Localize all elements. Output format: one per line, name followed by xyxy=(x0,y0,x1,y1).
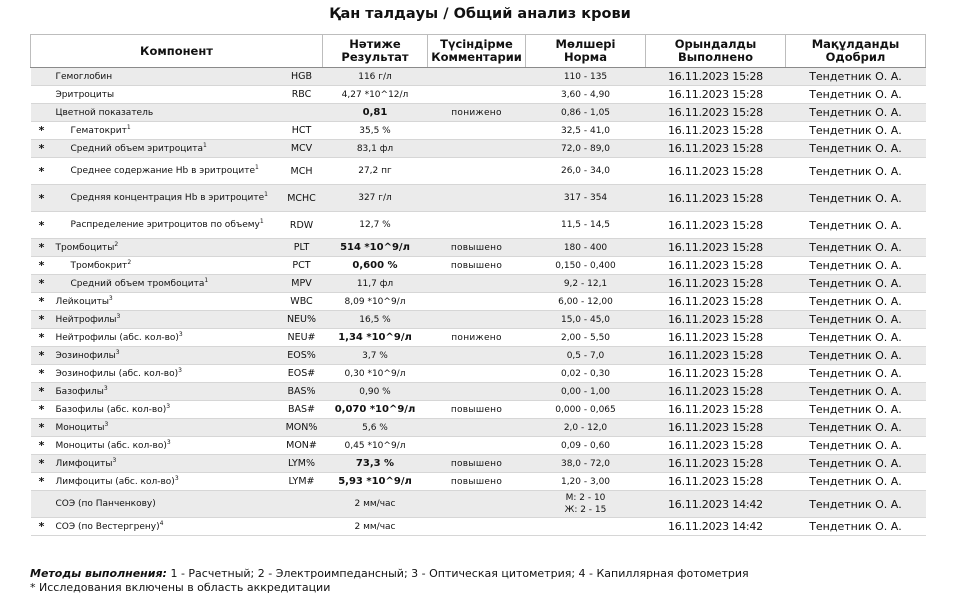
result-value: 1,34 *10^9/л xyxy=(323,329,428,347)
component-name xyxy=(53,347,281,365)
approved-by: Тендетник О. А. xyxy=(786,383,926,401)
component-code: RBC xyxy=(281,86,323,104)
norm-range xyxy=(526,212,646,239)
component-name xyxy=(53,455,281,473)
table-row xyxy=(31,473,926,491)
component-label: Моноциты xyxy=(55,422,105,433)
results-table xyxy=(30,34,926,536)
component-label: Нейтрофилы xyxy=(55,314,117,325)
norm-range xyxy=(526,311,646,329)
norm-line: 0,86 - 1,05 xyxy=(560,107,611,118)
methods-text: 1 - Расчетный; 2 - Электроимпедансный; 3 - Оптическая цитометрия; 4 - Капиллярная фотометрия xyxy=(166,567,749,580)
component-name xyxy=(53,140,281,158)
component-code: MCHC xyxy=(281,185,323,212)
done-datetime: 16.11.2023 15:28 xyxy=(646,401,786,419)
norm-line: 110 - 135 xyxy=(563,71,608,82)
approved-by: Тендетник О. А. xyxy=(786,455,926,473)
component-name xyxy=(53,473,281,491)
table-row xyxy=(31,311,926,329)
approved-by: Тендетник О. А. xyxy=(786,518,926,536)
norm-line: 1,20 - 3,00 xyxy=(560,476,611,487)
result-value: 3,7 % xyxy=(323,347,428,365)
table-row xyxy=(31,122,926,140)
norm-range xyxy=(526,86,646,104)
done-datetime: 16.11.2023 15:28 xyxy=(646,122,786,140)
table-row xyxy=(31,401,926,419)
result-comment xyxy=(428,212,526,239)
result-comment: понижено xyxy=(428,329,526,347)
norm-line: 0,5 - 7,0 xyxy=(566,350,605,361)
approved-by: Тендетник О. А. xyxy=(786,275,926,293)
result-value: 327 г/л xyxy=(323,185,428,212)
method-footnote: 4 xyxy=(159,519,164,527)
result-value: 0,45 *10^9/л xyxy=(323,437,428,455)
result-value: 0,600 % xyxy=(323,257,428,275)
table-row xyxy=(31,347,926,365)
component-name xyxy=(53,158,281,185)
component-label: Распределение эритроцитов по объему xyxy=(70,220,260,230)
approved-by: Тендетник О. А. xyxy=(786,401,926,419)
header-comment: Түсіндірме Комментарии xyxy=(428,35,526,68)
component-code: EOS# xyxy=(281,365,323,383)
accreditation-star: * xyxy=(31,455,53,473)
table-row xyxy=(31,419,926,437)
approved-by: Тендетник О. А. xyxy=(786,212,926,239)
done-datetime: 16.11.2023 15:28 xyxy=(646,158,786,185)
done-datetime: 16.11.2023 15:28 xyxy=(646,347,786,365)
component-name xyxy=(53,401,281,419)
component-code: NEU% xyxy=(281,311,323,329)
done-datetime: 16.11.2023 15:28 xyxy=(646,329,786,347)
result-comment xyxy=(428,158,526,185)
method-footnote: 3 xyxy=(103,384,108,392)
norm-line: 3,60 - 4,90 xyxy=(560,89,611,100)
method-footnote: 3 xyxy=(115,348,120,356)
norm-line: М: 2 - 10 xyxy=(565,493,606,503)
table-row xyxy=(31,455,926,473)
norm-line: 0,150 - 0,400 xyxy=(555,260,616,271)
norm-line: 26,0 - 34,0 xyxy=(560,166,611,176)
accreditation-star xyxy=(31,68,53,86)
result-value: 0,070 *10^9/л xyxy=(323,401,428,419)
norm-line: 0,02 - 0,30 xyxy=(560,368,611,379)
done-datetime: 16.11.2023 15:28 xyxy=(646,311,786,329)
component-name xyxy=(53,275,281,293)
result-comment: повышено xyxy=(428,257,526,275)
approved-by: Тендетник О. А. xyxy=(786,329,926,347)
result-value: 5,93 *10^9/л xyxy=(323,473,428,491)
norm-range xyxy=(526,419,646,437)
done-datetime: 16.11.2023 15:28 xyxy=(646,239,786,257)
component-code: MCH xyxy=(281,158,323,185)
norm-range xyxy=(526,104,646,122)
component-name xyxy=(53,212,281,239)
component-name xyxy=(53,383,281,401)
component-label: Тромбокрит xyxy=(70,260,128,271)
result-comment: повышено xyxy=(428,401,526,419)
component-name xyxy=(53,437,281,455)
norm-range xyxy=(526,473,646,491)
done-datetime: 16.11.2023 15:28 xyxy=(646,257,786,275)
table-row xyxy=(31,329,926,347)
table-row xyxy=(31,293,926,311)
component-code: EOS% xyxy=(281,347,323,365)
result-comment xyxy=(428,518,526,536)
approved-by: Тендетник О. А. xyxy=(786,473,926,491)
approved-by: Тендетник О. А. xyxy=(786,491,926,518)
approved-by: Тендетник О. А. xyxy=(786,437,926,455)
norm-line: 2,00 - 5,50 xyxy=(560,332,611,343)
norm-line: 0,00 - 1,00 xyxy=(560,386,611,397)
accreditation-star xyxy=(31,86,53,104)
component-name xyxy=(53,68,281,86)
methods-label: Методы выполнения: xyxy=(30,567,167,580)
result-comment xyxy=(428,185,526,212)
table-header xyxy=(31,35,926,68)
component-code: LYM# xyxy=(281,473,323,491)
component-label: Лимфоциты (абс. кол-во) xyxy=(55,476,175,487)
method-footnote: 3 xyxy=(116,312,121,320)
component-label: Тромбоциты xyxy=(55,242,115,253)
result-value: 16,5 % xyxy=(323,311,428,329)
norm-line: 2,0 - 12,0 xyxy=(563,422,608,433)
done-datetime: 16.11.2023 15:28 xyxy=(646,293,786,311)
result-value: 5,6 % xyxy=(323,419,428,437)
component-name xyxy=(53,293,281,311)
norm-range xyxy=(526,329,646,347)
header-norm: Мөлшері Норма xyxy=(526,35,646,68)
done-datetime: 16.11.2023 15:28 xyxy=(646,104,786,122)
component-name xyxy=(53,239,281,257)
method-footnote: 3 xyxy=(166,402,171,410)
done-datetime: 16.11.2023 15:28 xyxy=(646,185,786,212)
header-result: Нәтиже Результат xyxy=(323,35,428,68)
method-footnote: 1 xyxy=(204,276,209,284)
header-component: Компонент xyxy=(31,35,323,68)
done-datetime: 16.11.2023 15:28 xyxy=(646,86,786,104)
result-comment xyxy=(428,293,526,311)
done-datetime: 16.11.2023 15:28 xyxy=(646,455,786,473)
method-footnote: 1 xyxy=(126,123,131,131)
table-row xyxy=(31,86,926,104)
approved-by: Тендетник О. А. xyxy=(786,86,926,104)
method-footnote: 2 xyxy=(127,258,132,266)
component-code: MON# xyxy=(281,437,323,455)
accreditation-star: * xyxy=(31,365,53,383)
component-name xyxy=(53,329,281,347)
result-comment xyxy=(428,347,526,365)
accreditation-star: * xyxy=(31,158,53,185)
result-comment xyxy=(428,365,526,383)
result-comment: повышено xyxy=(428,455,526,473)
component-code: HCT xyxy=(281,122,323,140)
method-footnote: 2 xyxy=(114,240,119,248)
table-row xyxy=(31,437,926,455)
table-row xyxy=(31,383,926,401)
result-value: 35,5 % xyxy=(323,122,428,140)
component-label: Гемоглобин xyxy=(55,71,113,82)
accreditation-star xyxy=(31,491,53,518)
table-row xyxy=(31,491,926,518)
accreditation-star: * xyxy=(31,257,53,275)
accreditation-star: * xyxy=(31,401,53,419)
approved-by: Тендетник О. А. xyxy=(786,104,926,122)
component-label: Эритроциты xyxy=(55,89,115,100)
norm-range xyxy=(526,401,646,419)
header-done: Орындалды Выполнено xyxy=(646,35,786,68)
table-row xyxy=(31,68,926,86)
table-row xyxy=(31,239,926,257)
component-label: Лейкоциты xyxy=(55,296,109,307)
method-footnote: 3 xyxy=(108,294,113,302)
method-footnote: 1 xyxy=(254,164,259,171)
component-name xyxy=(53,86,281,104)
approved-by: Тендетник О. А. xyxy=(786,68,926,86)
report-footer xyxy=(30,567,925,595)
result-value: 0,30 *10^9/л xyxy=(323,365,428,383)
approved-by: Тендетник О. А. xyxy=(786,140,926,158)
done-datetime: 16.11.2023 15:28 xyxy=(646,383,786,401)
approved-by: Тендетник О. А. xyxy=(786,239,926,257)
norm-line: 72,0 - 89,0 xyxy=(560,143,611,154)
table-row xyxy=(31,104,926,122)
component-code xyxy=(281,104,323,122)
methods-note xyxy=(30,567,925,581)
method-footnote: 3 xyxy=(104,420,109,428)
norm-range xyxy=(526,365,646,383)
result-value: 4,27 *10^12/л xyxy=(323,86,428,104)
norm-line: 32,5 - 41,0 xyxy=(560,125,611,136)
table-row xyxy=(31,140,926,158)
accreditation-star: * xyxy=(31,347,53,365)
component-code: BAS% xyxy=(281,383,323,401)
component-label: Лимфоциты xyxy=(55,458,113,469)
component-label: Средняя концентрация Hb в эритроците xyxy=(70,193,265,203)
norm-range xyxy=(526,257,646,275)
component-code: RDW xyxy=(281,212,323,239)
report-title: Қан талдауы / Общий анализ крови xyxy=(329,6,631,22)
result-comment xyxy=(428,86,526,104)
component-name xyxy=(53,122,281,140)
norm-line: 15,0 - 45,0 xyxy=(560,314,611,325)
approved-by: Тендетник О. А. xyxy=(786,257,926,275)
method-footnote: 1 xyxy=(203,141,207,149)
result-value: 2 мм/час xyxy=(323,491,428,518)
method-footnote: 3 xyxy=(112,456,117,464)
approved-by: Тендетник О. А. xyxy=(786,419,926,437)
method-footnote: 3 xyxy=(174,474,179,482)
table-row xyxy=(31,365,926,383)
result-comment xyxy=(428,311,526,329)
norm-range xyxy=(526,347,646,365)
norm-line: 180 - 400 xyxy=(563,242,608,253)
component-name xyxy=(53,518,281,536)
approved-by: Тендетник О. А. xyxy=(786,293,926,311)
approved-by: Тендетник О. А. xyxy=(786,311,926,329)
accreditation-star: * xyxy=(31,383,53,401)
result-comment xyxy=(428,275,526,293)
table-row xyxy=(31,185,926,212)
accreditation-star: * xyxy=(31,275,53,293)
component-label: Моноциты (абс. кол-во) xyxy=(55,440,167,451)
result-value: 27,2 пг xyxy=(323,158,428,185)
norm-range xyxy=(526,383,646,401)
norm-range xyxy=(526,275,646,293)
accreditation-star: * xyxy=(31,437,53,455)
component-code: BAS# xyxy=(281,401,323,419)
component-name xyxy=(53,491,281,518)
norm-line: 38,0 - 72,0 xyxy=(560,458,611,469)
table-row xyxy=(31,257,926,275)
approved-by: Тендетник О. А. xyxy=(786,122,926,140)
norm-line: 9,2 - 12,1 xyxy=(563,278,608,289)
component-name xyxy=(53,185,281,212)
component-label: Базофилы xyxy=(55,386,104,397)
result-value: 8,09 *10^9/л xyxy=(323,293,428,311)
header-approved: Мақұлданды Одобрил xyxy=(786,35,926,68)
component-label: Средний объем эритроцита xyxy=(70,143,203,154)
result-comment xyxy=(428,68,526,86)
method-footnote: 3 xyxy=(178,366,182,374)
component-code xyxy=(281,518,323,536)
result-value: 83,1 фл xyxy=(323,140,428,158)
accreditation-star: * xyxy=(31,140,53,158)
approved-by: Тендетник О. А. xyxy=(786,158,926,185)
accreditation-star: * xyxy=(31,419,53,437)
result-value: 116 г/л xyxy=(323,68,428,86)
component-label: Цветной показатель xyxy=(55,107,154,118)
result-comment: повышено xyxy=(428,239,526,257)
norm-range xyxy=(526,185,646,212)
component-label: Нейтрофилы (абс. кол-во) xyxy=(55,332,179,343)
approved-by: Тендетник О. А. xyxy=(786,365,926,383)
component-code: HGB xyxy=(281,68,323,86)
done-datetime: 16.11.2023 14:42 xyxy=(646,491,786,518)
accreditation-star: * xyxy=(31,122,53,140)
norm-range xyxy=(526,158,646,185)
done-datetime: 16.11.2023 15:28 xyxy=(646,419,786,437)
norm-line-2: Ж: 2 - 15 xyxy=(564,505,607,515)
result-comment xyxy=(428,419,526,437)
component-name xyxy=(53,311,281,329)
component-label: Базофилы (абс. кол-во) xyxy=(55,404,167,415)
norm-line: 11,5 - 14,5 xyxy=(560,220,611,230)
component-name xyxy=(53,419,281,437)
accreditation-star: * xyxy=(31,311,53,329)
norm-range xyxy=(526,491,646,518)
result-value: 73,3 % xyxy=(323,455,428,473)
component-code xyxy=(281,491,323,518)
component-code: LYM% xyxy=(281,455,323,473)
component-name xyxy=(53,257,281,275)
table-row xyxy=(31,212,926,239)
component-label: Среднее содержание Hb в эритроците xyxy=(70,166,255,176)
done-datetime: 16.11.2023 15:28 xyxy=(646,473,786,491)
accreditation-star: * xyxy=(31,473,53,491)
component-code: NEU# xyxy=(281,329,323,347)
approved-by: Тендетник О. А. xyxy=(786,185,926,212)
component-label: Эозинофилы (абс. кол-во) xyxy=(55,368,179,379)
component-code: MPV xyxy=(281,275,323,293)
done-datetime: 16.11.2023 15:28 xyxy=(646,365,786,383)
norm-range xyxy=(526,239,646,257)
norm-line: 0,000 - 0,065 xyxy=(555,404,616,415)
table-row xyxy=(31,275,926,293)
norm-range xyxy=(526,122,646,140)
component-label: СОЭ (по Панченкову) xyxy=(55,499,156,509)
result-comment: понижено xyxy=(428,104,526,122)
done-datetime: 16.11.2023 15:28 xyxy=(646,212,786,239)
result-comment xyxy=(428,140,526,158)
result-value: 2 мм/час xyxy=(323,518,428,536)
component-code: PCT xyxy=(281,257,323,275)
component-label: Гематокрит xyxy=(70,125,127,136)
norm-range xyxy=(526,518,646,536)
done-datetime: 16.11.2023 14:42 xyxy=(646,518,786,536)
component-code: MON% xyxy=(281,419,323,437)
done-datetime: 16.11.2023 15:28 xyxy=(646,437,786,455)
accreditation-star: * xyxy=(31,185,53,212)
accreditation-star: * xyxy=(31,293,53,311)
accreditation-star: * xyxy=(31,239,53,257)
method-footnote: 1 xyxy=(259,218,264,225)
result-value: 12,7 % xyxy=(323,212,428,239)
norm-range xyxy=(526,455,646,473)
norm-range xyxy=(526,437,646,455)
norm-line: 317 - 354 xyxy=(563,193,608,203)
accreditation-star: * xyxy=(31,329,53,347)
norm-range xyxy=(526,68,646,86)
done-datetime: 16.11.2023 15:28 xyxy=(646,140,786,158)
result-comment xyxy=(428,491,526,518)
accreditation-star: * xyxy=(31,518,53,536)
component-label: Эозинофилы xyxy=(55,350,116,361)
component-label: Средний объем тромбоцита xyxy=(70,278,205,289)
method-footnote: 1 xyxy=(264,191,268,198)
component-code: WBC xyxy=(281,293,323,311)
done-datetime: 16.11.2023 15:28 xyxy=(646,275,786,293)
accreditation-star: * xyxy=(31,212,53,239)
result-comment xyxy=(428,437,526,455)
approved-by: Тендетник О. А. xyxy=(786,347,926,365)
norm-line: 6,00 - 12,00 xyxy=(558,296,613,307)
result-value: 11,7 фл xyxy=(323,275,428,293)
norm-range xyxy=(526,293,646,311)
table-row xyxy=(31,158,926,185)
component-name xyxy=(53,365,281,383)
result-value: 514 *10^9/л xyxy=(323,239,428,257)
done-datetime: 16.11.2023 15:28 xyxy=(646,68,786,86)
method-footnote: 3 xyxy=(178,330,183,338)
component-code: PLT xyxy=(281,239,323,257)
result-value: 0,81 xyxy=(323,104,428,122)
method-footnote: 3 xyxy=(166,438,171,446)
accreditation-note: * Исследования включены в область аккредитации xyxy=(30,581,331,594)
result-comment: повышено xyxy=(428,473,526,491)
accreditation-star xyxy=(31,104,53,122)
result-comment xyxy=(428,383,526,401)
component-code: MCV xyxy=(281,140,323,158)
norm-line: 0,09 - 0,60 xyxy=(560,440,611,451)
table-body xyxy=(31,68,926,536)
component-name xyxy=(53,104,281,122)
norm-range xyxy=(526,140,646,158)
component-label: СОЭ (по Вестергрену) xyxy=(55,521,160,532)
result-comment xyxy=(428,122,526,140)
table-row xyxy=(31,518,926,536)
result-value: 0,90 % xyxy=(323,383,428,401)
